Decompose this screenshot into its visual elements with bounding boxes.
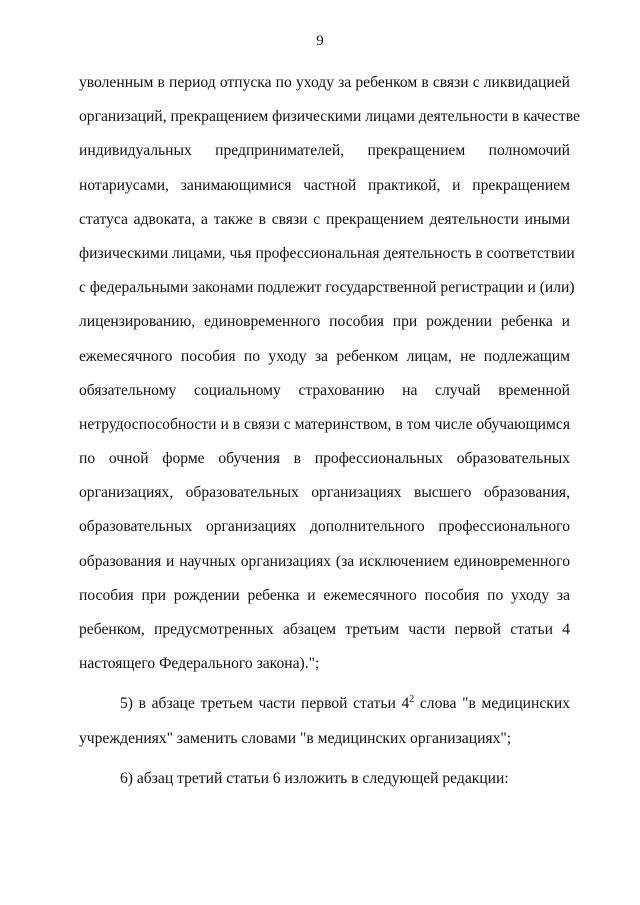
text-line: лицензированию, единовременного пособия при рождении ребенка и: [79, 313, 570, 331]
text-line: физическими лицами, чья профессиональная деятельность в соответствии: [79, 244, 575, 262]
superscript: 2: [409, 694, 415, 706]
text-line: нотариусами, занимающимися частной практикой, и прекращением: [79, 176, 570, 194]
text-line: настоящего Федерального закона).";: [79, 655, 320, 673]
text-line: уволенным в период отпуска по уходу за ребенком в связи с ликвидацией: [79, 74, 570, 91]
document-body: [79, 66, 580, 796]
text-line: организаций, прекращением физическими лицами деятельности в качестве: [79, 108, 580, 126]
text-line: образовательных организациях дополнительного профессионального: [79, 518, 570, 536]
paragraph-continuation: [79, 66, 580, 681]
item-6-line-1: 6) абзац третий статьи 6 изложить в следующей редакции:: [120, 769, 509, 787]
text-line: с федеральными законами подлежит государственной регистрации и (или): [79, 279, 575, 297]
item-5-paragraph: [79, 687, 570, 755]
page-number: 9: [316, 33, 324, 49]
text-line: пособия при рождении ребенка и ежемесячного пособия по уходу за: [79, 586, 570, 604]
text-line: ребенком, предусмотренных абзацем третьим части первой статьи 4: [79, 621, 570, 638]
item-5-text-start: 5) в абзаце третьем части первой статьи 4: [120, 695, 410, 713]
text-line: по очной форме обучения в профессиональных образовательных: [79, 450, 570, 468]
text-line: образования и научных организациях (за исключением единовременного: [79, 552, 570, 570]
item-6-paragraph: [79, 762, 570, 796]
text-line: индивидуальных предпринимателей, прекращением полномочий: [79, 142, 570, 160]
item-5-line-1: [79, 687, 570, 721]
text-line: статуса адвоката, а также в связи с прекращением деятельности иными: [79, 210, 570, 228]
text-line: обязательному социальному страхованию на случай временной: [79, 381, 570, 399]
text-line: ежемесячного пособия по уходу за ребенком лицам, не подлежащим: [79, 347, 570, 365]
item-5-line-2: учреждениях" заменить словами "в медицинских организациях";: [79, 729, 512, 747]
text-line: организациях, образовательных организациях высшего образования,: [79, 484, 570, 502]
text-line: нетрудоспособности и в связи с материнством, в том числе обучающимся: [79, 415, 570, 433]
item-5-text-end: слова "в медицинских: [414, 695, 570, 713]
